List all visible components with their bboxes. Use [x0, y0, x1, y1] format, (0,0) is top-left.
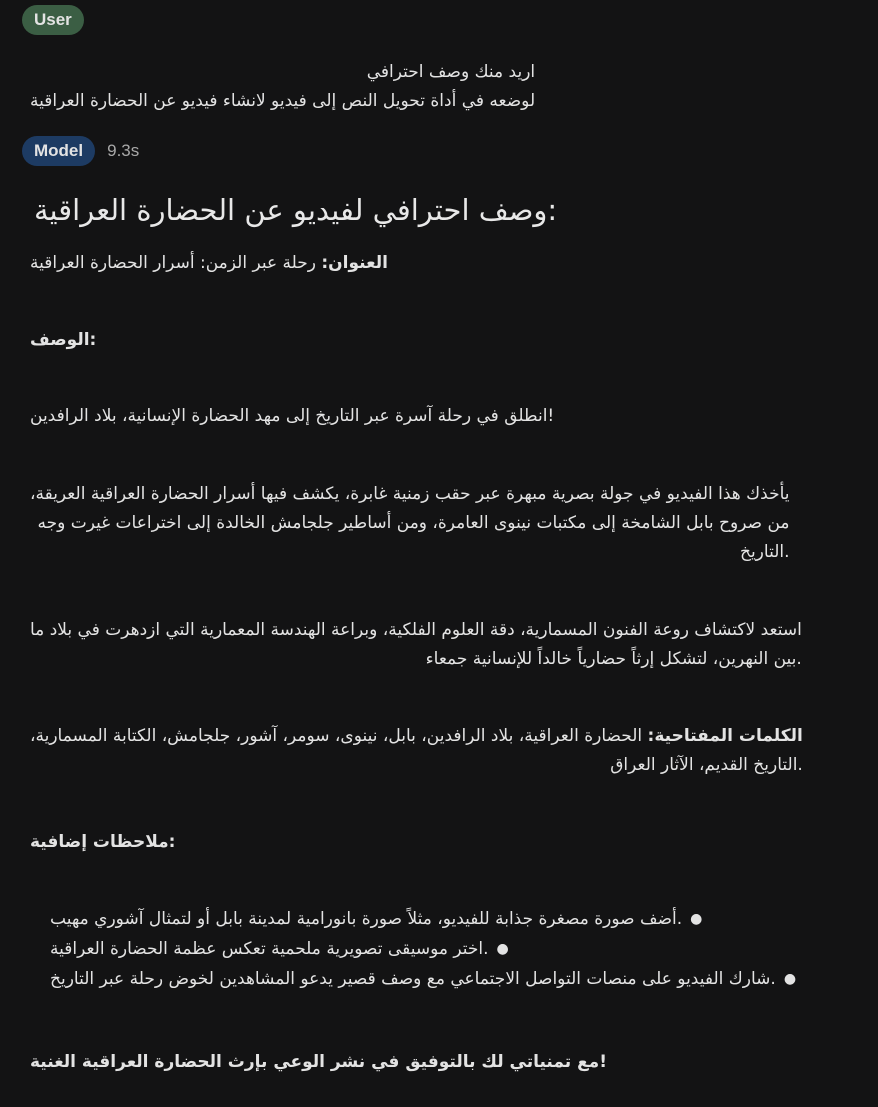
- paragraph-1-line-1: يأخذك هذا الفيديو في جولة بصرية مبهرة عبر حقب زمنية غابرة، يكشف فيها أسرار الحضارة العراقية العريقة،: [30, 484, 790, 504]
- note-text: .اختر موسيقى تصويرية ملحمية تعكس عظمة الحضارة العراقية: [50, 939, 489, 959]
- description-heading: :الوصف: [30, 330, 97, 350]
- list-item: [50, 964, 850, 994]
- response-heading: :وصف احترافي لفيديو عن الحضارة العراقية: [34, 193, 558, 227]
- keywords-line-2: .التاريخ القديم، الآثار العراق: [610, 755, 803, 775]
- bullet-icon: ●: [690, 911, 703, 927]
- intro-paragraph: !انطلق في رحلة آسرة عبر التاريخ إلى مهد الحضارة الإنسانية، بلاد الرافدين: [30, 406, 555, 426]
- user-role-row: [22, 5, 84, 35]
- notes-heading: :ملاحظات إضافية: [30, 832, 176, 852]
- description-paragraph-2: [30, 616, 830, 674]
- paragraph-2-line-1: استعد لاكتشاف روعة الفنون المسمارية، دقة العلوم الفلكية، وبراعة الهندسة المعمارية التي ازدهرت في بلاد ما: [30, 620, 802, 640]
- user-message-line-2: لوضعه في أداة تحويل النص إلى فيديو لانشاء فيديو عن الحضارة العراقية: [30, 91, 536, 111]
- paragraph-2-line-2: .بين النهرين، لتشكل إرثاً حضارياً خالداً للإنسانية جمعاء: [425, 649, 802, 669]
- closing-line: !مع تمنياتي لك بالتوفيق في نشر الوعي بإرث الحضارة العراقية الغنية: [30, 1052, 607, 1072]
- bullet-icon: ●: [783, 971, 797, 987]
- keywords-line-1: الحضارة العراقية، بلاد الرافدين، بابل، نينوى، سومر، آشور، جلجامش، الكتابة المسمارية،: [30, 726, 648, 746]
- response-time: 9.3s: [107, 141, 140, 160]
- user-message: [30, 58, 830, 116]
- video-title-line: [30, 249, 830, 278]
- keywords-label: الكلمات المفتاحية:: [647, 726, 803, 746]
- keywords-paragraph: [30, 722, 830, 780]
- list-item: [50, 904, 850, 934]
- paragraph-1-line-3: .التاريخ: [739, 542, 790, 562]
- video-title-value: رحلة عبر الزمن: أسرار الحضارة العراقية: [30, 253, 322, 273]
- video-title-label: العنوان:: [321, 253, 388, 273]
- user-message-line-1: اريد منك وصف احترافي: [366, 62, 536, 82]
- user-role-badge: User: [22, 5, 84, 35]
- note-text: .أضف صورة مصغرة جذابة للفيديو، مثلاً صورة بانورامية لمدينة بابل أو لتمثال آشوري مهيب: [50, 909, 683, 929]
- notes-list: [50, 904, 850, 994]
- model-role-row: [22, 136, 139, 166]
- description-paragraph-1: [30, 480, 830, 567]
- bullet-icon: ●: [496, 941, 509, 957]
- list-item: [50, 934, 850, 964]
- paragraph-1-line-2: من صروح بابل الشامخة إلى مكتبات نينوى العامرة، ومن أساطير جلجامش الخالدة إلى اختراعات غيرت وجه: [37, 513, 790, 533]
- note-text: .شارك الفيديو على منصات التواصل الاجتماعي مع وصف قصير يدعو المشاهدين لخوض رحلة عبر التاريخ: [50, 969, 776, 989]
- model-role-badge: Model: [22, 136, 95, 166]
